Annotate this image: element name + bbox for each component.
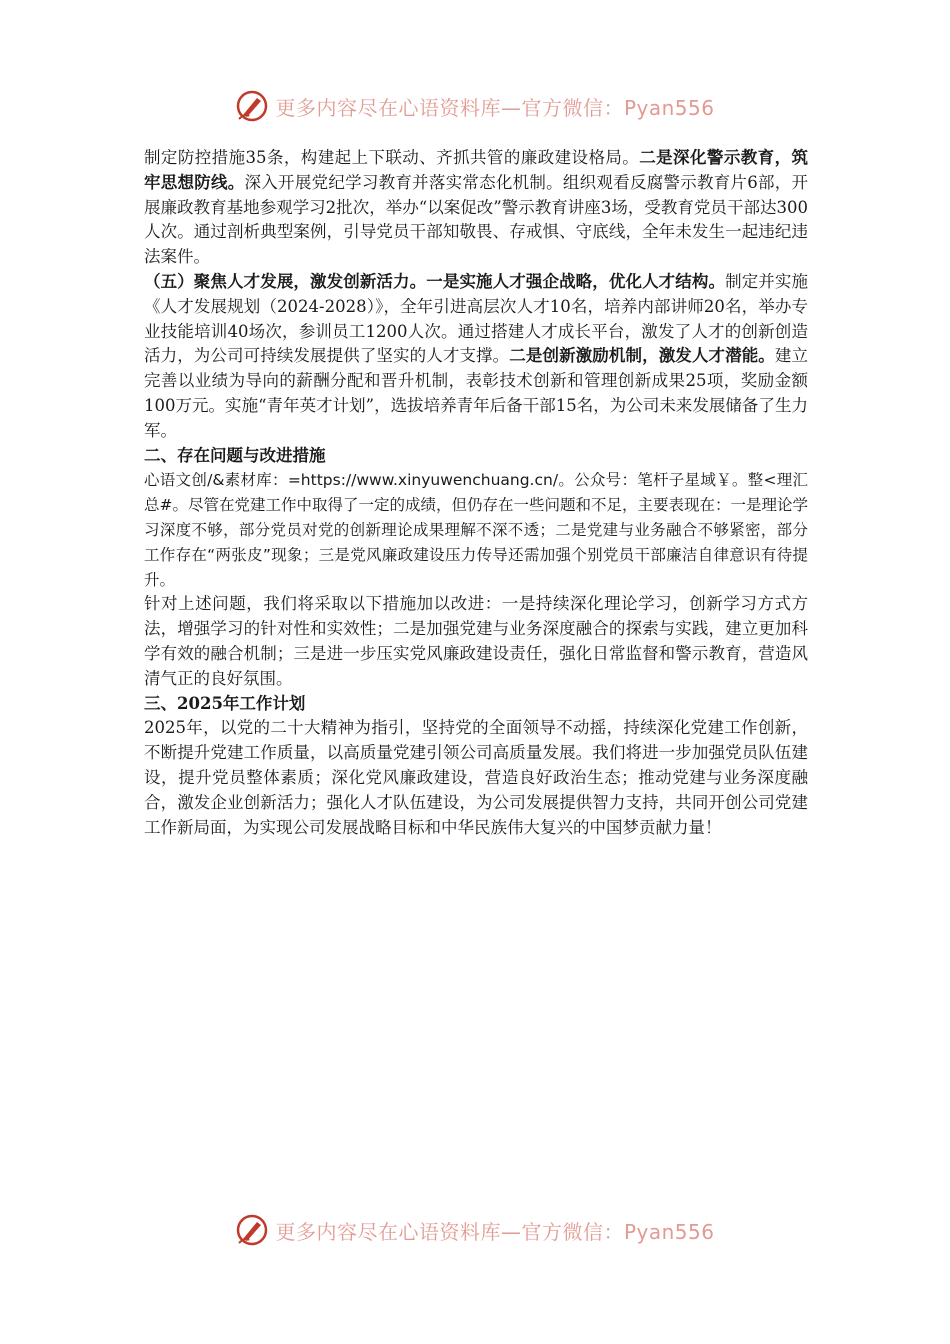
watermark-group <box>235 89 714 123</box>
section-heading-5: （五）聚焦人才发展，激发创新活力。一是实施人才强企战略，优化人才结构。 <box>144 271 726 291</box>
paragraph-problems: 心语文创/&素材库：=https://www.xinyuwenchuang.cn/。公众号：笔杆子星域￥。整<理汇总#。尽管在党建工作中取得了一定的成绩，但仍存在一些问题和不足，主要表现在：一是理论学习深度不够，部分党员对党的创新理论成果理解不深不透；二是党建与业务融合不够紧密，部分工作存在“两张皮”现象；三是党风廉政建设压力传导还需加强个别党员干部廉洁自律意识有待提升。 <box>144 471 808 589</box>
paragraph-measures: 针对上述问题，我们将采取以下措施加以改进：一是持续深化理论学习，创新学习方式方法，增强学习的针对性和实效性；二是加强党建与业务深度融合的探索与实践，建立更加科学有效的融合机制；三是进一步压实党风廉政建设责任，强化日常监督和警示教育，营造风清气正的良好氛围。 <box>144 594 808 688</box>
bold-subheading: 二是创新激励机制，激发人才潜能。 <box>509 346 775 366</box>
text-span: 制定并实施《人才发展规划（2024-2028）》，全年引进高层次人才10名，培养内部讲师20名，举办专业技能培训40场次，参训员工1200人次。通过搭建人才成长平台，激发了人才的创新创造活力，为公司可持续发展提供了坚实的人才支撑。 <box>144 271 809 366</box>
paragraph-talent <box>144 270 808 444</box>
text-span: 深入开展党纪学习教育并落实常态化机制。组织观看反腐警示教育片6部，开展廉政教育基地参观学习2批次，举办“以案促改”警示教育讲座3场，受教育党员干部达300人次。通过剖析典型案例，引导党员干部知敬畏、存戒惧、守底线，全年未发生一起违纪违法案件。 <box>144 172 809 267</box>
heading-plan-2025: 三、2025年工作计划 <box>144 693 306 713</box>
watermark-text: 更多内容尽在心语资料库—官方微信：Pyan556 <box>275 95 715 120</box>
footer-watermark <box>0 1210 950 1250</box>
heading-problems: 二、存在问题与改进措施 <box>144 445 326 465</box>
paragraph-discipline <box>144 146 808 270</box>
document-body <box>144 146 808 840</box>
text-span: 建立完善以业绩为导向的薪酬分配和晋升机制，表彰技术创新和管理创新成果25项，奖励金额100万元。实施“青年英才计划”，选拔培养青年后备干部15名，为公司未来发展储备了生力军。 <box>144 346 809 440</box>
watermark-group <box>235 1213 714 1247</box>
bold-subheading: 二是深化警示教育，筑牢思想防线。 <box>144 148 809 192</box>
paragraph-plan: 2025年，以党的二十大精神为指引，坚持党的全面领导不动摇，持续深化党建工作创新，不断提升党建工作质量，以高质量党建引领公司高质量发展。我们将进一步加强党员队伍建设，提升党员整体素质；深化党风廉政建设，营造良好政治生态；推动党建与业务深度融合，激发企业创新活力；强化人才队伍建设，为公司发展提供智力支持，共同开创公司党建工作新局面，为实现公司发展战略目标和中华民族伟大复兴的中国梦贡献力量！ <box>144 718 808 837</box>
header-watermark <box>0 86 950 126</box>
text-span: 制定防控措施35条，构建起上下联动、齐抓共管的廉政建设格局。 <box>144 148 640 167</box>
pen-circle-icon <box>235 1213 269 1247</box>
pen-circle-icon <box>235 89 269 123</box>
watermark-text: 更多内容尽在心语资料库—官方微信：Pyan556 <box>275 1219 715 1244</box>
